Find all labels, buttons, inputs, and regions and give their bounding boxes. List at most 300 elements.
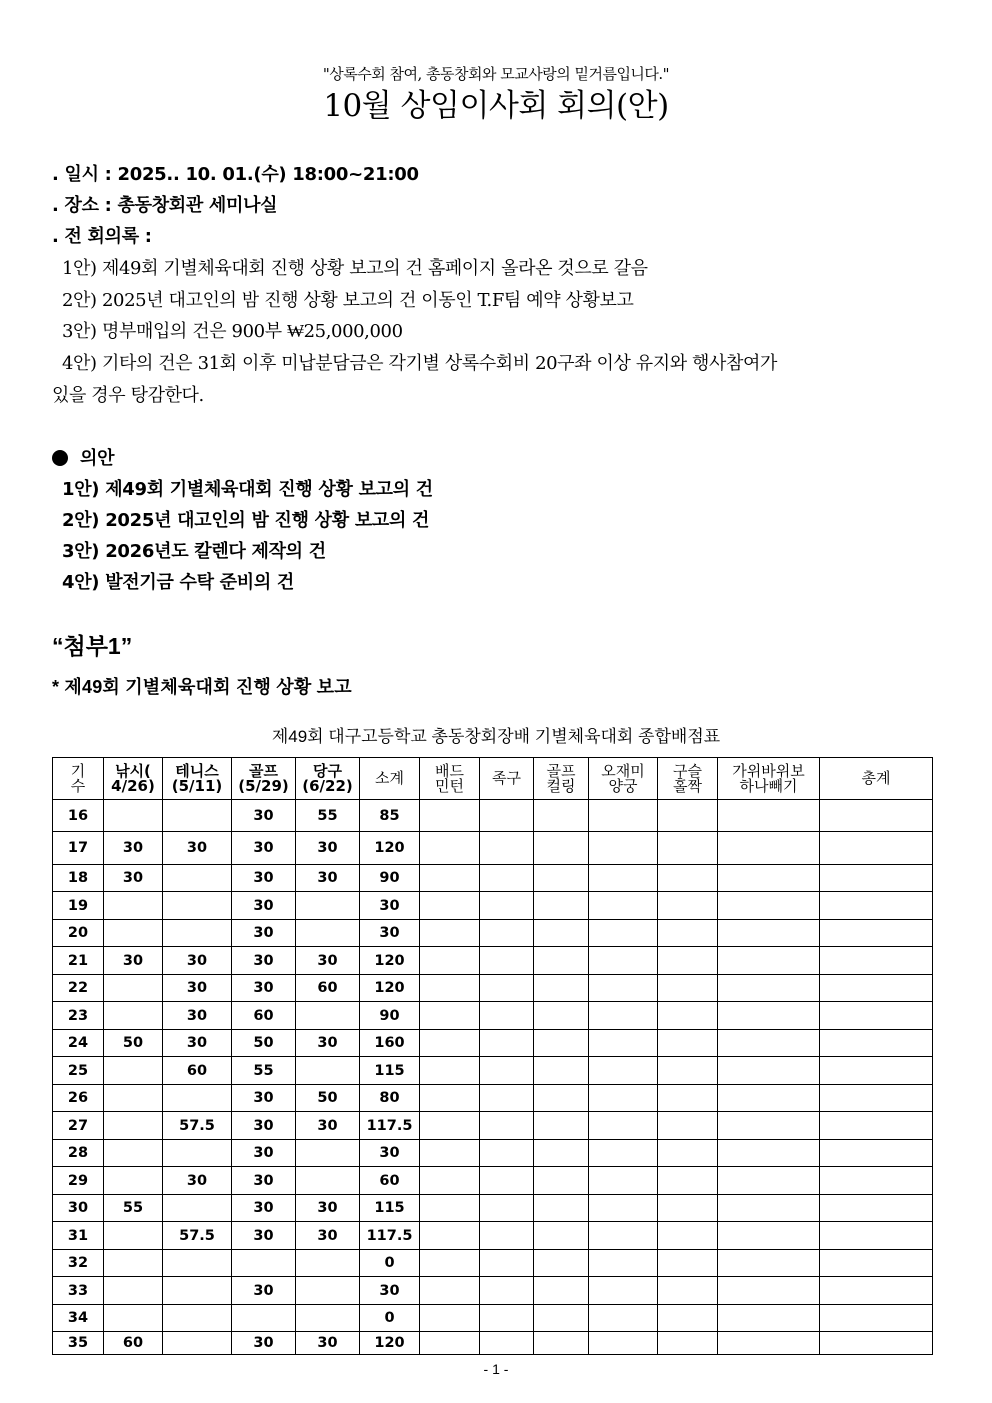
cell-fishing [104, 1277, 163, 1305]
cell-tennis: 57.5 [163, 1112, 232, 1140]
cell-subtotal: 115 [360, 1057, 420, 1085]
table-body [53, 800, 933, 1355]
column-header-line: 족구 [492, 769, 521, 787]
cell-badminton [420, 1167, 480, 1195]
cell-rock-paper-scissors [718, 1250, 820, 1277]
cell-marble-odd-even [658, 1057, 718, 1085]
cell-subtotal: 120 [360, 1332, 420, 1355]
cell-ojaemi-archery [589, 1112, 658, 1140]
cell-period: 33 [53, 1277, 104, 1305]
cell-subtotal: 120 [360, 947, 420, 975]
cell-tennis [163, 892, 232, 920]
cell-period: 22 [53, 975, 104, 1002]
cell-ojaemi-archery [589, 1195, 658, 1222]
page-title: 10월 상임이사회 회의(안) [323, 88, 669, 124]
cell-golf: 30 [232, 832, 296, 865]
cell-billiards: 30 [296, 1222, 360, 1250]
cell-rock-paper-scissors [718, 1222, 820, 1250]
cell-tennis: 30 [163, 947, 232, 975]
cell-marble-odd-even [658, 1250, 718, 1277]
column-header-line: 배드 [435, 761, 464, 780]
cell-fishing [104, 800, 163, 832]
cell-period: 21 [53, 947, 104, 975]
cell-subtotal: 115 [360, 1195, 420, 1222]
cell-rock-paper-scissors [718, 947, 820, 975]
cell-golf-curling [534, 1167, 589, 1195]
column-header-golf [232, 758, 296, 800]
cell-billiards: 55 [296, 800, 360, 832]
cell-tennis [163, 1305, 232, 1332]
column-header-line: 소계 [375, 769, 404, 787]
table-row [53, 947, 933, 975]
column-header-jokgu [480, 758, 534, 800]
column-header-subtotal [360, 758, 420, 800]
cell-rock-paper-scissors [718, 1085, 820, 1112]
table-header-row [53, 758, 933, 800]
cell-total [820, 1167, 933, 1195]
cell-jokgu [480, 1332, 534, 1355]
column-header-marble-odd-even [658, 758, 718, 800]
cell-golf-curling [534, 1277, 589, 1305]
cell-golf: 30 [232, 1277, 296, 1305]
cell-marble-odd-even [658, 1140, 718, 1167]
cell-tennis [163, 1332, 232, 1355]
cell-fishing: 50 [104, 1030, 163, 1057]
column-header-line: (5/29) [238, 776, 289, 795]
cell-badminton [420, 1222, 480, 1250]
cell-badminton [420, 1112, 480, 1140]
cell-golf: 55 [232, 1057, 296, 1085]
column-header-line: 골프 [546, 761, 576, 780]
cell-total [820, 832, 933, 865]
cell-fishing [104, 1112, 163, 1140]
cell-marble-odd-even [658, 1167, 718, 1195]
cell-tennis [163, 1277, 232, 1305]
cell-period: 32 [53, 1250, 104, 1277]
agenda-heading [52, 444, 114, 470]
cell-period: 24 [53, 1030, 104, 1057]
cell-subtotal: 0 [360, 1250, 420, 1277]
cell-marble-odd-even [658, 1332, 718, 1355]
cell-golf [232, 1250, 296, 1277]
cell-golf-curling [534, 1057, 589, 1085]
column-header-line: (6/22) [302, 776, 353, 795]
cell-ojaemi-archery [589, 947, 658, 975]
cell-ojaemi-archery [589, 920, 658, 947]
cell-ojaemi-archery [589, 975, 658, 1002]
cell-jokgu [480, 1277, 534, 1305]
table-row [53, 832, 933, 865]
cell-golf: 30 [232, 1222, 296, 1250]
cell-golf: 30 [232, 892, 296, 920]
cell-ojaemi-archery [589, 1222, 658, 1250]
cell-marble-odd-even [658, 1195, 718, 1222]
cell-jokgu [480, 1167, 534, 1195]
cell-jokgu [480, 920, 534, 947]
table-row [53, 800, 933, 832]
cell-total [820, 800, 933, 832]
column-header-fishing [104, 758, 163, 800]
cell-marble-odd-even [658, 892, 718, 920]
cell-billiards: 30 [296, 1030, 360, 1057]
cell-total [820, 1195, 933, 1222]
previous-minutes-item-4-cont: 있을 경우 탕감한다. [52, 385, 204, 406]
cell-jokgu [480, 1195, 534, 1222]
cell-tennis: 30 [163, 1002, 232, 1030]
column-header-line: 수 [70, 776, 86, 795]
cell-badminton [420, 832, 480, 865]
cell-tennis [163, 920, 232, 947]
table-row [53, 1332, 933, 1355]
cell-fishing [104, 1222, 163, 1250]
cell-golf: 30 [232, 947, 296, 975]
cell-total [820, 1250, 933, 1277]
cell-marble-odd-even [658, 947, 718, 975]
column-header-line: 홀짝 [673, 776, 702, 795]
cell-badminton [420, 800, 480, 832]
cell-tennis [163, 1085, 232, 1112]
cell-jokgu [480, 800, 534, 832]
cell-subtotal: 30 [360, 920, 420, 947]
cell-rock-paper-scissors [718, 1305, 820, 1332]
cell-marble-odd-even [658, 800, 718, 832]
cell-golf: 30 [232, 1112, 296, 1140]
cell-golf-curling [534, 920, 589, 947]
column-header-ojaemi-archery [589, 758, 658, 800]
cell-total [820, 1057, 933, 1085]
cell-golf: 30 [232, 1332, 296, 1355]
column-header-line: 가위바위보 [732, 761, 805, 780]
cell-rock-paper-scissors [718, 1277, 820, 1305]
cell-jokgu [480, 1305, 534, 1332]
cell-period: 17 [53, 832, 104, 865]
cell-tennis: 60 [163, 1057, 232, 1085]
cell-tennis [163, 800, 232, 832]
cell-fishing [104, 975, 163, 1002]
table-row [53, 975, 933, 1002]
previous-minutes-item-2: 2안) 2025년 대고인의 밤 진행 상황 보고의 건 이동인 T.F팀 예약 상황보고 [62, 290, 634, 311]
cell-period: 25 [53, 1057, 104, 1085]
cell-total [820, 1085, 933, 1112]
meeting-datetime: . 일시 : 2025.. 10. 01.(수) 18:00~21:00 [52, 164, 419, 185]
cell-golf-curling [534, 975, 589, 1002]
cell-rock-paper-scissors [718, 1195, 820, 1222]
cell-rock-paper-scissors [718, 800, 820, 832]
column-header-line: (5/11) [171, 776, 223, 795]
cell-golf: 30 [232, 1140, 296, 1167]
column-header-line: 오재미 [601, 761, 645, 780]
agenda-item-3: 3안) 2026년도 칼렌다 제작의 건 [62, 541, 326, 562]
cell-golf-curling [534, 1030, 589, 1057]
cell-billiards: 30 [296, 1112, 360, 1140]
cell-billiards [296, 1250, 360, 1277]
cell-badminton [420, 1277, 480, 1305]
cell-subtotal: 120 [360, 832, 420, 865]
agenda-heading-text: 의안 [80, 448, 115, 469]
column-header-badminton [420, 758, 480, 800]
table-row [53, 920, 933, 947]
cell-badminton [420, 1085, 480, 1112]
cell-total [820, 892, 933, 920]
cell-golf-curling [534, 1305, 589, 1332]
cell-subtotal: 160 [360, 1030, 420, 1057]
cell-billiards: 30 [296, 1332, 360, 1355]
table-caption: 제49회 대구고등학교 총동창회장배 기별체육대회 종합배점표 [271, 727, 721, 746]
cell-badminton [420, 947, 480, 975]
cell-total [820, 1305, 933, 1332]
cell-badminton [420, 892, 480, 920]
cell-golf: 60 [232, 1002, 296, 1030]
column-header-line: 4/26) [111, 776, 155, 795]
column-header-line: 테니스 [175, 761, 219, 780]
table-row [53, 1140, 933, 1167]
cell-golf-curling [534, 1250, 589, 1277]
cell-jokgu [480, 975, 534, 1002]
cell-golf: 30 [232, 865, 296, 892]
attachment-subtitle: * 제49회 기별체육대회 진행 상황 보고 [52, 677, 352, 697]
cell-rock-paper-scissors [718, 1112, 820, 1140]
cell-marble-odd-even [658, 865, 718, 892]
column-header-line: 당구 [313, 761, 342, 780]
cell-marble-odd-even [658, 1277, 718, 1305]
cell-fishing [104, 1057, 163, 1085]
cell-jokgu [480, 1085, 534, 1112]
cell-marble-odd-even [658, 1002, 718, 1030]
bullet-icon [52, 450, 68, 466]
cell-billiards: 60 [296, 975, 360, 1002]
cell-marble-odd-even [658, 920, 718, 947]
cell-subtotal: 85 [360, 800, 420, 832]
cell-fishing [104, 1002, 163, 1030]
column-header-line: 양궁 [608, 776, 638, 795]
cell-badminton [420, 1332, 480, 1355]
cell-total [820, 1112, 933, 1140]
cell-fishing: 55 [104, 1195, 163, 1222]
cell-golf: 30 [232, 1195, 296, 1222]
cell-golf: 50 [232, 1030, 296, 1057]
agenda-item-2: 2안) 2025년 대고인의 밤 진행 상황 보고의 건 [62, 510, 430, 531]
cell-badminton [420, 1250, 480, 1277]
attachment-title: “첨부1” [52, 633, 133, 659]
cell-rock-paper-scissors [718, 1140, 820, 1167]
cell-jokgu [480, 1030, 534, 1057]
cell-fishing [104, 920, 163, 947]
cell-period: 29 [53, 1167, 104, 1195]
cell-badminton [420, 920, 480, 947]
table-row [53, 1305, 933, 1332]
cell-subtotal: 117.5 [360, 1222, 420, 1250]
column-header-line: 골프 [249, 761, 278, 780]
cell-golf-curling [534, 1140, 589, 1167]
previous-minutes-label: . 전 회의록 : [52, 226, 152, 247]
cell-billiards: 30 [296, 865, 360, 892]
cell-billiards [296, 1277, 360, 1305]
cell-billiards [296, 1002, 360, 1030]
column-header-line: 민턴 [435, 776, 464, 795]
cell-badminton [420, 1057, 480, 1085]
cell-rock-paper-scissors [718, 920, 820, 947]
cell-billiards [296, 920, 360, 947]
table-row [53, 1057, 933, 1085]
cell-ojaemi-archery [589, 865, 658, 892]
score-table [52, 757, 933, 1355]
cell-golf-curling [534, 1332, 589, 1355]
column-header-tennis [163, 758, 232, 800]
cell-golf: 30 [232, 920, 296, 947]
table-row [53, 1030, 933, 1057]
column-header-line: 하나빼기 [739, 776, 798, 795]
cell-marble-odd-even [658, 1085, 718, 1112]
cell-golf-curling [534, 800, 589, 832]
cell-total [820, 1030, 933, 1057]
cell-tennis [163, 1195, 232, 1222]
cell-jokgu [480, 892, 534, 920]
cell-period: 28 [53, 1140, 104, 1167]
cell-jokgu [480, 947, 534, 975]
column-header-line: 총계 [861, 769, 891, 787]
cell-period: 16 [53, 800, 104, 832]
cell-marble-odd-even [658, 1030, 718, 1057]
cell-marble-odd-even [658, 1305, 718, 1332]
agenda-item-4: 4안) 발전기금 수탁 준비의 건 [62, 572, 294, 593]
cell-ojaemi-archery [589, 1002, 658, 1030]
cell-golf: 30 [232, 1085, 296, 1112]
cell-rock-paper-scissors [718, 1030, 820, 1057]
cell-total [820, 975, 933, 1002]
cell-rock-paper-scissors [718, 1332, 820, 1355]
cell-jokgu [480, 1140, 534, 1167]
cell-total [820, 1332, 933, 1355]
column-header-line: 컬링 [546, 776, 576, 795]
cell-fishing [104, 1085, 163, 1112]
cell-fishing [104, 1167, 163, 1195]
cell-billiards: 30 [296, 832, 360, 865]
cell-jokgu [480, 1002, 534, 1030]
cell-golf-curling [534, 1085, 589, 1112]
cell-golf-curling [534, 1195, 589, 1222]
motto-line: "상록수회 참여, 총동창회와 모교사랑의 밑거름입니다." [322, 65, 670, 83]
cell-golf-curling [534, 832, 589, 865]
cell-subtotal: 0 [360, 1305, 420, 1332]
cell-golf-curling [534, 892, 589, 920]
cell-marble-odd-even [658, 1112, 718, 1140]
table-row [53, 1195, 933, 1222]
cell-billiards [296, 892, 360, 920]
cell-billiards: 50 [296, 1085, 360, 1112]
cell-ojaemi-archery [589, 1305, 658, 1332]
cell-marble-odd-even [658, 975, 718, 1002]
cell-golf-curling [534, 865, 589, 892]
cell-golf-curling [534, 1222, 589, 1250]
table-row [53, 1085, 933, 1112]
cell-fishing [104, 1140, 163, 1167]
cell-subtotal: 80 [360, 1085, 420, 1112]
cell-total [820, 1222, 933, 1250]
cell-ojaemi-archery [589, 800, 658, 832]
cell-jokgu [480, 1057, 534, 1085]
cell-fishing [104, 1305, 163, 1332]
cell-ojaemi-archery [589, 1167, 658, 1195]
cell-subtotal: 30 [360, 892, 420, 920]
cell-jokgu [480, 1250, 534, 1277]
cell-ojaemi-archery [589, 1277, 658, 1305]
cell-tennis: 57.5 [163, 1222, 232, 1250]
cell-marble-odd-even [658, 1222, 718, 1250]
cell-billiards: 30 [296, 1195, 360, 1222]
cell-golf-curling [534, 1002, 589, 1030]
cell-tennis: 30 [163, 1167, 232, 1195]
cell-period: 31 [53, 1222, 104, 1250]
cell-jokgu [480, 1222, 534, 1250]
table-row [53, 865, 933, 892]
table-row [53, 1277, 933, 1305]
cell-billiards [296, 1305, 360, 1332]
cell-period: 27 [53, 1112, 104, 1140]
cell-badminton [420, 1002, 480, 1030]
cell-golf-curling [534, 947, 589, 975]
cell-ojaemi-archery [589, 1140, 658, 1167]
meeting-place: . 장소 : 총동창회관 세미나실 [52, 195, 278, 216]
cell-period: 18 [53, 865, 104, 892]
cell-ojaemi-archery [589, 832, 658, 865]
cell-total [820, 1002, 933, 1030]
cell-badminton [420, 1030, 480, 1057]
cell-subtotal: 30 [360, 1140, 420, 1167]
cell-rock-paper-scissors [718, 975, 820, 1002]
table-row [53, 1222, 933, 1250]
cell-total [820, 865, 933, 892]
table-row [53, 1167, 933, 1195]
cell-subtotal: 90 [360, 865, 420, 892]
column-header-line: 기 [70, 761, 86, 780]
cell-ojaemi-archery [589, 1057, 658, 1085]
previous-minutes-item-3: 3안) 명부매입의 건은 900부 ₩25,000,000 [62, 321, 403, 342]
column-header-billiards [296, 758, 360, 800]
cell-golf: 30 [232, 800, 296, 832]
cell-period: 19 [53, 892, 104, 920]
cell-ojaemi-archery [589, 1085, 658, 1112]
cell-ojaemi-archery [589, 1332, 658, 1355]
cell-fishing: 60 [104, 1332, 163, 1355]
cell-total [820, 920, 933, 947]
cell-period: 30 [53, 1195, 104, 1222]
previous-minutes-item-4: 4안) 기타의 건은 31회 이후 미납분담금은 각기별 상록수회비 20구좌 이상 유지와 행사참여가 [62, 353, 777, 374]
cell-fishing: 30 [104, 947, 163, 975]
cell-rock-paper-scissors [718, 1002, 820, 1030]
cell-golf [232, 1305, 296, 1332]
cell-jokgu [480, 1112, 534, 1140]
cell-fishing: 30 [104, 832, 163, 865]
cell-fishing: 30 [104, 865, 163, 892]
cell-rock-paper-scissors [718, 1057, 820, 1085]
cell-period: 34 [53, 1305, 104, 1332]
cell-jokgu [480, 832, 534, 865]
cell-subtotal: 30 [360, 1277, 420, 1305]
column-header-period [53, 758, 104, 800]
cell-subtotal: 120 [360, 975, 420, 1002]
cell-jokgu [480, 865, 534, 892]
cell-golf: 30 [232, 975, 296, 1002]
table-row [53, 1250, 933, 1277]
cell-rock-paper-scissors [718, 832, 820, 865]
cell-tennis [163, 1250, 232, 1277]
cell-period: 23 [53, 1002, 104, 1030]
table-row [53, 892, 933, 920]
column-header-line: 낚시( [115, 761, 151, 780]
cell-period: 20 [53, 920, 104, 947]
cell-golf-curling [534, 1112, 589, 1140]
cell-golf: 30 [232, 1167, 296, 1195]
